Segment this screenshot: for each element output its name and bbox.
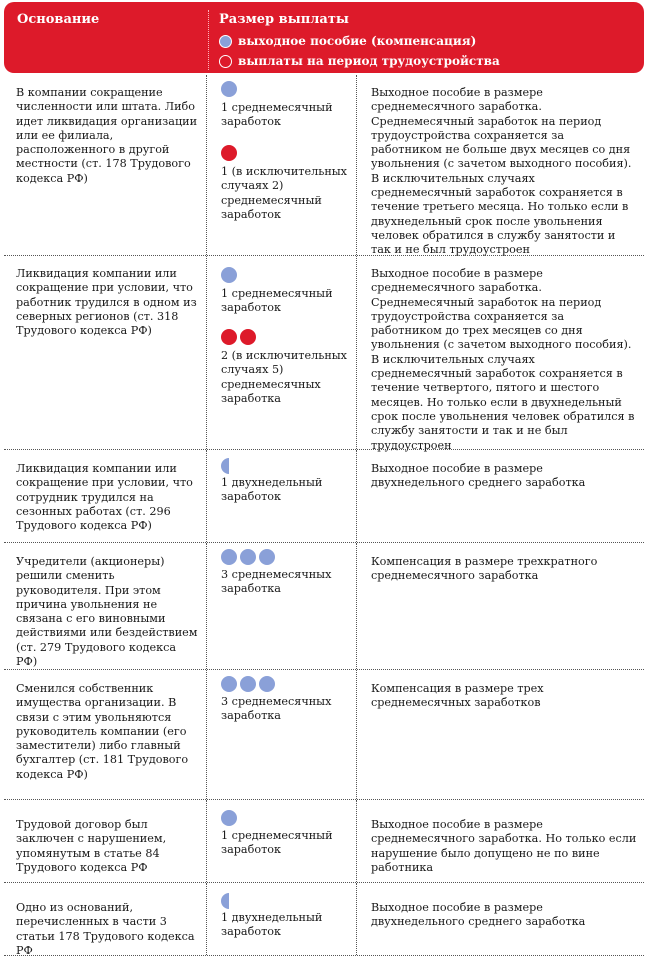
blue-circle-icon bbox=[221, 810, 237, 826]
legend-severance-label: выходное пособие (компенсация) bbox=[238, 34, 477, 48]
table-row bbox=[4, 670, 644, 800]
payment-cell bbox=[206, 75, 357, 255]
basis-cell bbox=[4, 256, 206, 449]
payment-label: 3 среднемесячных заработка bbox=[221, 568, 332, 596]
payment-dots bbox=[221, 329, 259, 345]
basis-text: Трудовой договор был заключен с нарушением, упомянутым в статье 84 Трудового кодекса РФ bbox=[16, 818, 167, 874]
blue-circle-icon bbox=[219, 35, 232, 48]
payment-label: 3 среднемесячных заработка bbox=[221, 695, 332, 723]
basis-cell bbox=[4, 543, 206, 669]
red-circle-icon bbox=[219, 55, 232, 68]
payment-label: 1 среднемесячный заработок bbox=[221, 287, 333, 315]
payment-label: 1 среднемесячный заработок bbox=[221, 101, 333, 129]
red-circle-icon bbox=[221, 145, 237, 161]
basis-text: Сменился собственник имущества организации. В связи с этим увольняются руководитель компании (его заместители) либо главный бухгалтер (ст. 181 Трудового кодекса РФ) bbox=[16, 682, 189, 781]
details-cell bbox=[356, 800, 645, 882]
basis-cell bbox=[4, 75, 206, 255]
payment-cell bbox=[206, 543, 357, 669]
basis-cell bbox=[4, 883, 206, 955]
basis-text: Ликвидация компании или сокращение при условии, что работник трудился в одном из северных регионов (ст. 318 Трудового кодекса РФ) bbox=[16, 267, 197, 338]
legend-severance bbox=[219, 34, 476, 48]
payment-cell bbox=[206, 256, 357, 449]
legend-employment-period bbox=[219, 54, 500, 68]
blue-circle-icon bbox=[221, 267, 237, 283]
red-circle-icon bbox=[240, 329, 256, 345]
blue-circle-icon bbox=[240, 549, 256, 565]
red-circle-icon bbox=[221, 329, 237, 345]
payment-label: 1 (в исключительных случаях 2) среднемесячный заработок bbox=[221, 165, 347, 221]
payment-dots bbox=[221, 549, 278, 565]
payment-dots bbox=[221, 810, 240, 826]
payment-label: 1 среднемесячный заработок bbox=[221, 829, 333, 857]
half-circle-icon bbox=[221, 458, 229, 474]
basis-cell bbox=[4, 800, 206, 882]
blue-circle-icon bbox=[240, 676, 256, 692]
payment-dots bbox=[221, 458, 232, 474]
payment-label: 1 двухнедельный заработок bbox=[221, 476, 323, 504]
payment-cell bbox=[206, 670, 357, 799]
blue-circle-icon bbox=[221, 549, 237, 565]
payment-dots bbox=[221, 81, 240, 97]
blue-circle-icon bbox=[221, 81, 237, 97]
table-body bbox=[4, 75, 644, 956]
payment-cell bbox=[206, 883, 357, 955]
header-divider bbox=[208, 10, 209, 70]
legend-employment-label: выплаты на период трудоустройства bbox=[238, 54, 500, 68]
payment-dots bbox=[221, 893, 232, 909]
table-row bbox=[4, 256, 644, 450]
header-basis: Основание bbox=[17, 12, 100, 27]
basis-text: Ликвидация компании или сокращение при условии, что сотрудник трудился на сезонных работах (ст. 296 Трудового кодекса РФ) bbox=[16, 462, 193, 533]
payment-label: 1 двухнедельный заработок bbox=[221, 911, 323, 939]
details-cell bbox=[356, 450, 645, 542]
basis-cell bbox=[4, 670, 206, 799]
basis-cell bbox=[4, 450, 206, 542]
table-row bbox=[4, 450, 644, 543]
payment-dots bbox=[221, 676, 278, 692]
details-text: Выходное пособие в размере двухнедельного среднего заработка bbox=[371, 901, 586, 929]
payment-cell bbox=[206, 800, 357, 882]
payment-dots bbox=[221, 267, 240, 283]
blue-circle-icon bbox=[259, 676, 275, 692]
table-row bbox=[4, 543, 644, 670]
details-cell bbox=[356, 883, 645, 955]
header-payment-size: Размер выплаты bbox=[219, 12, 349, 27]
details-text: Выходное пособие в размере среднемесячного заработка. Среднемесячный заработок на период трудоустройства сохраняется за работником до трех месяцев со дня увольнения (с зачетом выходного пособия). В исключительных случаях среднемесячный заработок сохраняется в течение четвертого, пятого и шестого месяцев. Но только если в двухнедельный срок после увольнения человек обратился в службу занятости и так и не был трудоустроен bbox=[371, 267, 635, 452]
details-text: Выходное пособие в размере среднемесячного заработка. Но только если нарушение было допущено не по вине работника bbox=[371, 818, 637, 874]
table-row bbox=[4, 75, 644, 256]
table-row bbox=[4, 800, 644, 883]
basis-text: Учредители (акционеры) решили сменить руководителя. При этом причина увольнения не связана с его виновными действиями или бездействием (ст. 279 Трудового кодекса РФ) bbox=[16, 555, 198, 669]
half-circle-icon bbox=[221, 893, 229, 909]
details-text: Выходное пособие в размере среднемесячного заработка. Среднемесячный заработок на период трудоустройства сохраняется за работником не больше двух месяцев со дня увольнения (с зачетом выходного пособия). В исключительных случаях среднемесячный заработок сохраняется в течение третьего месяца. Но только если в двухнедельный срок после увольнения человек обратился в службу занятости и так и не был трудоустроен bbox=[371, 86, 632, 257]
basis-text: В компании сокращение численности или штата. Либо идет ликвидация организации или ее филиала, расположенного в другой местности (ст. 178 Трудового кодекса РФ) bbox=[16, 86, 198, 185]
payment-label: 2 (в исключительных случаях 5) среднемесячных заработка bbox=[221, 349, 347, 405]
payment-cell bbox=[206, 450, 357, 542]
details-text: Выходное пособие в размере двухнедельного среднего заработка bbox=[371, 462, 586, 490]
details-text: Компенсация в размере трехкратного среднемесячного заработка bbox=[371, 555, 598, 583]
details-cell bbox=[356, 543, 645, 669]
details-text: Компенсация в размере трех среднемесячных заработков bbox=[371, 682, 544, 710]
blue-circle-icon bbox=[221, 676, 237, 692]
table-header bbox=[4, 2, 644, 73]
details-cell bbox=[356, 256, 645, 452]
payment-dots bbox=[221, 145, 240, 161]
blue-circle-icon bbox=[259, 549, 275, 565]
details-cell bbox=[356, 670, 645, 799]
details-cell bbox=[356, 75, 645, 255]
basis-text: Одно из оснований, перечисленных в части 3 статьи 178 Трудового кодекса РФ bbox=[16, 901, 195, 957]
table-row bbox=[4, 883, 644, 956]
